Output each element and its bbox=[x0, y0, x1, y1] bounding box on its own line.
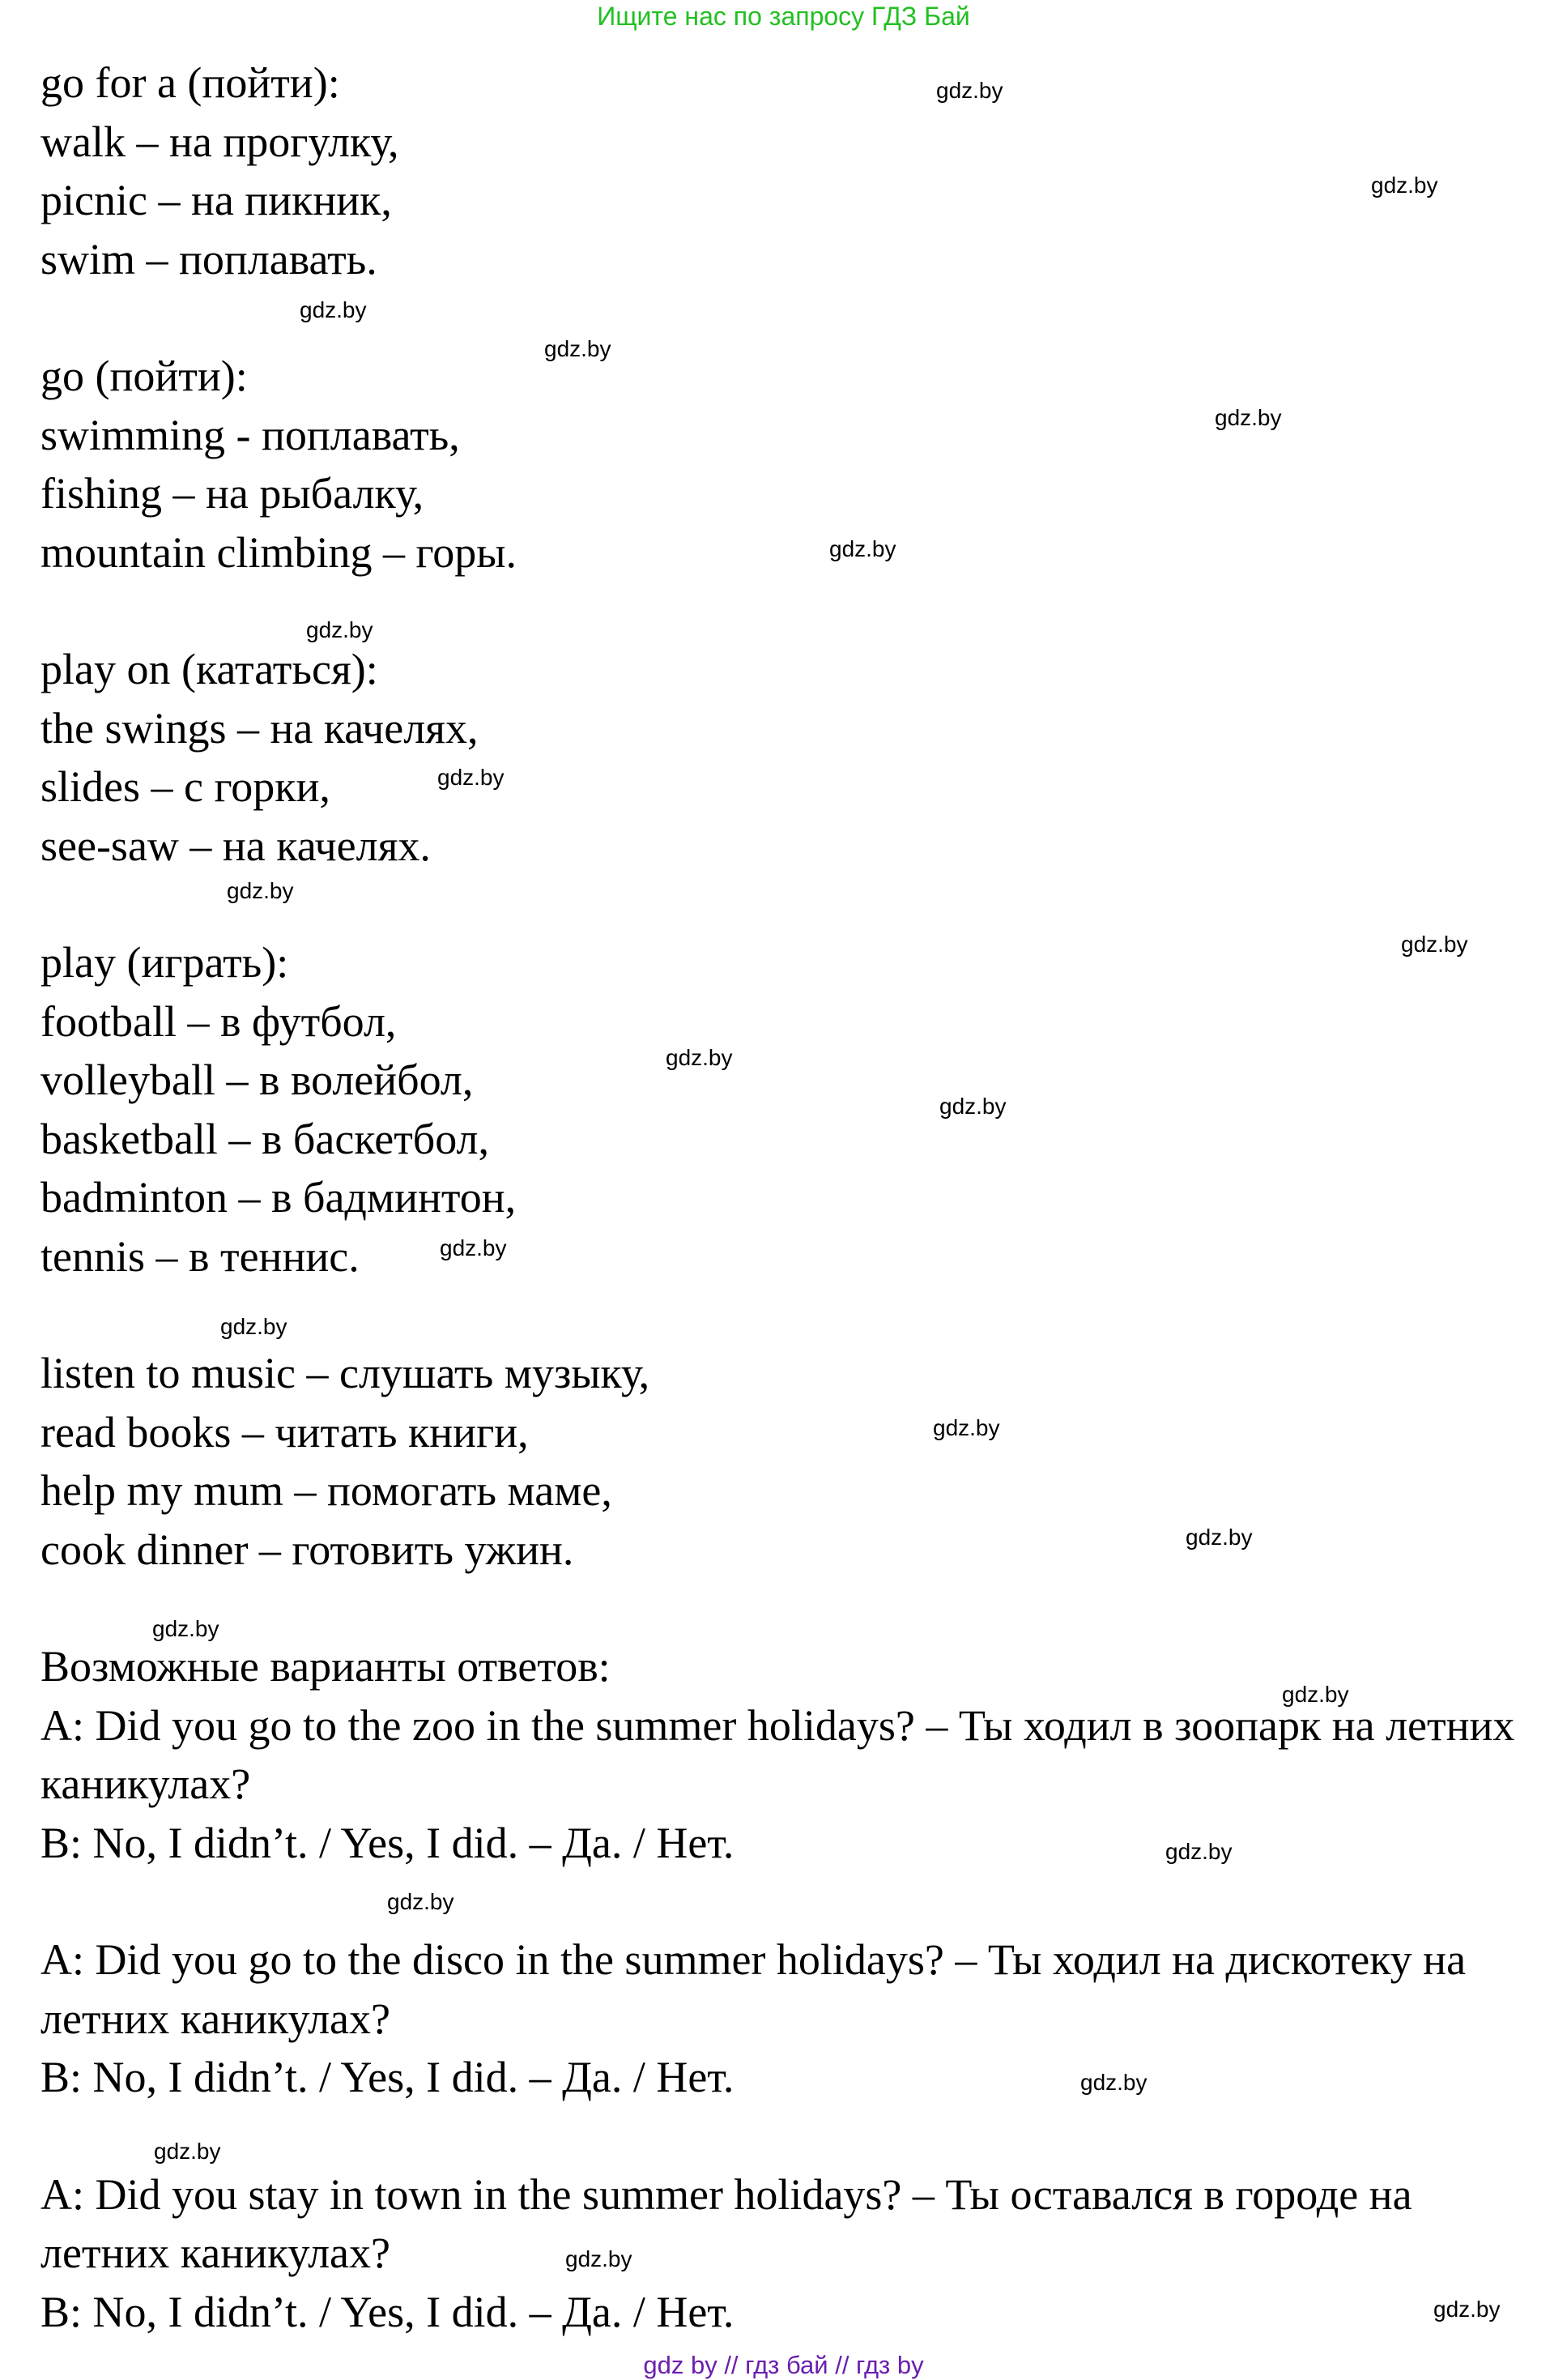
watermark: gdz.by bbox=[933, 1415, 1000, 1440]
vocab-line: swimming - поплавать, bbox=[40, 410, 460, 459]
page-content bbox=[40, 53, 1547, 2341]
watermark: gdz.by bbox=[1080, 2070, 1148, 2095]
watermark: gdz.by bbox=[154, 2139, 221, 2164]
vocab-line: help my mum – помогать маме, bbox=[40, 1466, 612, 1515]
footer-links: gdz by // гдз бай // гдз by bbox=[643, 2351, 924, 2379]
block-heading: go (пойти): bbox=[40, 352, 248, 400]
block-heading: play (играть): bbox=[40, 938, 289, 987]
watermark: gdz.by bbox=[1165, 1839, 1233, 1864]
dialog-question: A: Did you go to the disco in the summer holidays? – Ты ходил на дискотеку на летних каникулах? bbox=[40, 1935, 1467, 2043]
vocab-line: read books – читать книги, bbox=[40, 1407, 529, 1457]
vocab-line: football – в футбол, bbox=[40, 996, 397, 1046]
watermark: gdz.by bbox=[152, 1616, 219, 1641]
watermark: gdz.by bbox=[565, 2246, 632, 2271]
watermark: gdz.by bbox=[306, 617, 373, 642]
watermark: gdz.by bbox=[1282, 1682, 1349, 1707]
block-play-on bbox=[40, 640, 1547, 875]
vocab-line: listen to music – слушать музыку, bbox=[40, 1349, 650, 1397]
vocab-line: tennis – в теннис. bbox=[40, 1231, 360, 1281]
watermark: gdz.by bbox=[300, 297, 367, 322]
watermark: gdz.by bbox=[1433, 2297, 1501, 2322]
vocab-line: picnic – на пикник, bbox=[40, 176, 392, 224]
watermark: gdz.by bbox=[1401, 932, 1468, 957]
watermark: gdz.by bbox=[387, 1889, 454, 1914]
watermark: gdz.by bbox=[936, 78, 1003, 103]
vocab-line: mountain climbing – горы. bbox=[40, 527, 517, 577]
vocab-line: slides – с горки, bbox=[40, 762, 330, 811]
vocab-line: basketball – в баскетбол, bbox=[40, 1114, 490, 1163]
watermark: gdz.by bbox=[1215, 405, 1282, 430]
dialog-answer: B: No, I didn’t. / Yes, I did. – Да. / Нет. bbox=[40, 2287, 735, 2336]
vocab-line: volleyball – в волейбол, bbox=[40, 1056, 474, 1104]
dialog-question: A: Did you go to the zoo in the summer holidays? – Ты ходил в зоопарк на летних каникулах? bbox=[40, 1700, 1515, 1808]
dialog-answer: B: No, I didn’t. / Yes, I did. – Да. / Нет. bbox=[40, 2053, 735, 2101]
vocab-line: cook dinner – готовить ужин. bbox=[40, 1525, 574, 1574]
dialog-question: A: Did you stay in town in the summer holidays? – Ты оставался в городе на летних каникулах? bbox=[40, 2169, 1412, 2277]
watermark: gdz.by bbox=[666, 1045, 733, 1070]
block-activities bbox=[40, 1344, 1547, 1579]
dialog-answer: B: No, I didn’t. / Yes, I did. – Да. / Нет. bbox=[40, 1818, 735, 1867]
watermark: gdz.by bbox=[1371, 173, 1438, 198]
vocab-line: see-saw – на качелях. bbox=[40, 821, 431, 870]
block-heading: go for a (пойти): bbox=[40, 58, 340, 107]
watermark: gdz.by bbox=[939, 1094, 1007, 1119]
block-heading: play on (кататься): bbox=[40, 645, 378, 693]
top-banner: Ищите нас по запросу ГДЗ Бай bbox=[597, 2, 970, 31]
vocab-line: badminton – в бадминтон, bbox=[40, 1173, 517, 1222]
block-go bbox=[40, 347, 1547, 582]
watermark: gdz.by bbox=[1186, 1525, 1253, 1550]
vocab-line: walk – на прогулку, bbox=[40, 117, 399, 166]
watermark: gdz.by bbox=[220, 1314, 287, 1339]
answers-heading: Возможные варианты ответов: bbox=[40, 1642, 611, 1691]
vocab-line: fishing – на рыбалку, bbox=[40, 469, 424, 518]
block-play bbox=[40, 933, 1547, 1286]
watermark: gdz.by bbox=[829, 536, 896, 561]
watermark: gdz.by bbox=[544, 336, 611, 361]
vocab-line: the swings – на качелях, bbox=[40, 703, 479, 753]
block-go-for-a bbox=[40, 53, 1547, 288]
vocab-line: swim – поплавать. bbox=[40, 234, 377, 284]
watermark: gdz.by bbox=[227, 878, 294, 903]
watermark: gdz.by bbox=[440, 1235, 507, 1260]
answers-section bbox=[40, 1637, 1547, 2341]
watermark: gdz.by bbox=[437, 765, 505, 790]
